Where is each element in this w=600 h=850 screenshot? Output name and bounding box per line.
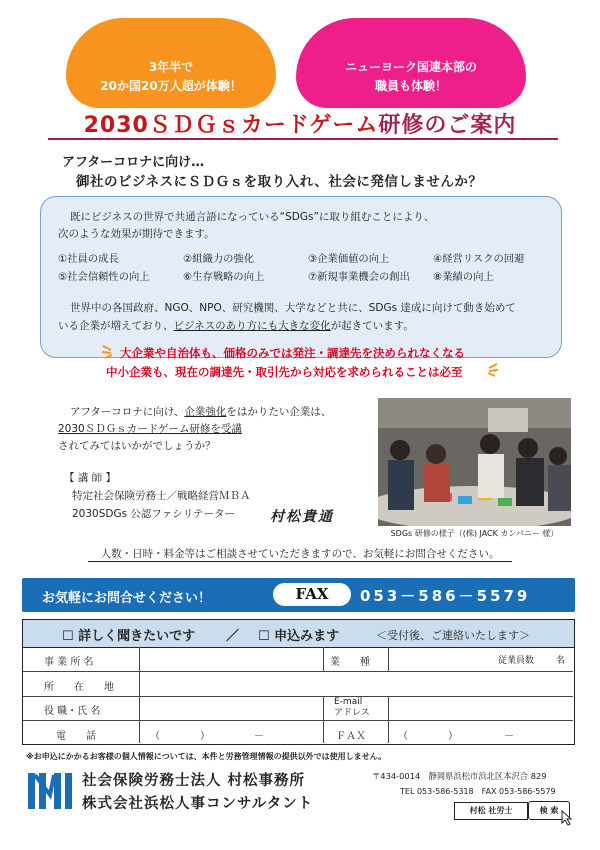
lecturer-title: 特定社会保険労務士／戦略経営ＭＢＡ [72,490,251,502]
email-input[interactable] [392,699,570,717]
label-email [334,697,370,719]
label-employees: 従業員数 [498,656,535,666]
bubble-right-text [296,58,526,96]
form-divider [388,696,389,743]
info-para2-underlined: ビジネスのあり方にも大きな変化 [173,320,331,332]
info-intro2: 次のような効果が期待できます。 [58,228,215,240]
lecturer-facilitator: 2030SDGs 公認ファシリテーター [72,508,235,520]
form-divider [23,696,573,697]
workshop-illustration [378,398,571,526]
effects-row-2 [58,268,558,286]
form-divider [23,671,573,672]
title-part2: 研修のご案内 [378,113,517,138]
address-input[interactable] [142,674,570,692]
proposal-line1-underlined: 企業強化 [184,406,227,418]
consultation-notice: 人数・日時・料金等はご相談させていただきますので、お気軽にお問合せください。 [100,548,500,560]
option-separator: ／ [226,629,240,644]
phone-area-code[interactable]: （ ） [150,731,210,742]
bubble-right-line2: 職員も体験！ [374,79,447,93]
label-name: 役 職・氏 名 [44,706,101,717]
title-part1: 2030ＳＤＧｓカードゲーム [83,113,379,138]
fax-number[interactable]: 053－586－5579 [360,587,531,605]
form-divider [139,647,140,743]
org-name-2: 株式会社浜松人事コンサルタント [82,796,314,812]
proposal-line1 [70,404,331,420]
notice-underline [88,561,512,562]
info-para2 [58,318,414,334]
fax-badge: FAX [273,583,351,606]
effect-item: ⑤社会信頼性の向上 [58,271,150,283]
privacy-note: ※お申込にかかるお客様の個人情報については、本件と労務管理情報の提供以外では使用しません。 [26,752,387,761]
form-note: ＜受付後、ご連絡いたします＞ [376,629,530,642]
form-divider [23,720,573,721]
signature: 村松貴通 [270,509,334,525]
info-para2-b: が起きています。 [330,320,414,332]
emphasis-line1: 大企業や自治体も、価格のみでは発注・調達先を決められなくなる [120,346,465,360]
photo-caption: SDGs 研修の様子（(株) JACK カンパニー 様） [390,529,559,538]
label-address: 所 在 地 [44,682,114,693]
info-para1: 世界中の各国政府、NGO、NPO、研究機関、大学などと共に、SDGs 達成に向けて動き始めて [70,302,516,314]
proposal-line3: されてみてはいかがでしょうか？ [58,440,216,452]
org-name-1: 社会保険労務士法人 村松事務所 [82,773,306,789]
info-para2-a: いる企業が増えており、 [58,320,174,332]
effect-item: ②組織力の強化 [183,253,255,265]
emphasis-spark-icon-right [478,360,500,378]
label-company: 事 業 所 名 [44,657,94,668]
fax-area-code[interactable]: （ ） [398,731,458,742]
label-fax: ＦＡＸ [336,731,366,742]
effect-item: ③企業価値の向上 [308,253,390,265]
effects-row-1 [58,250,558,268]
name-input[interactable] [142,699,320,717]
company-logo [26,769,74,813]
contact-band-text: お気軽にお問合せください！ [42,591,212,606]
search-button[interactable]: 検 索 [528,801,570,820]
lecturer-heading: 【 講 師 】 [64,472,117,484]
proposal-line1-a: アフターコロナに向け、 [70,406,185,418]
phone-dash: － [254,731,264,742]
bubble-left-line1: 3年半で [148,60,194,74]
bubble-left-text [66,58,276,96]
form-divider [388,647,389,671]
effect-item: ⑧業績の向上 [433,271,494,283]
bubble-left-line2: 20か国20万人超が体験！ [100,79,242,93]
title-underline [48,138,558,140]
bubble-right-line1: ニューヨーク国連本部の [344,60,477,74]
search-term-box: 村松 社労士 [454,802,528,820]
option-apply-checkbox[interactable]: ☐ 申込みます [258,629,340,644]
label-industry: 業 種 [330,657,370,668]
effect-item: ⑦新規事業機会の創出 [308,271,410,283]
info-intro1: 既にビジネスの世界で共通言語になっている“SDGs”に取り組むことにより、 [70,211,435,223]
proposal-line2: 2030ＳＤＧｓカードゲーム研修を受講 [58,423,243,435]
subtitle-line1: アフターコロナに向け… [62,155,205,170]
form-divider [323,647,324,671]
form-divider [323,696,324,743]
office-tel-fax: TEL 053-586-5318 FAX 053-586-5579 [400,787,556,796]
proposal-line1-b: をはかりたい企業は、 [226,406,332,418]
company-input[interactable] [142,650,320,668]
logo-mark-icon [26,769,74,813]
effect-item: ①社員の成長 [58,253,119,265]
industry-input[interactable] [392,650,492,668]
subtitle-line2: 御社のビジネスにＳＤＧｓを取り入れ、社会に発信しませんか？ [76,174,483,190]
workshop-photo [378,398,571,526]
cursor-pointer-icon [560,810,574,826]
label-email-line1: E-mail [334,697,363,707]
effect-item: ④経営リスクの回避 [433,253,525,265]
emphasis-spark-icon [100,342,122,360]
label-phone: 電 話 [56,731,96,742]
page-title [0,108,600,139]
office-address: 〒434-0014 静岡県浜松市浜北区本沢合 829 [372,771,547,781]
option-inquire-checkbox[interactable]: ☐ 詳しく聞きたいです [62,629,196,644]
label-email-line2: アドレス [334,708,370,718]
employees-unit: 名 [556,656,566,666]
emphasis-line2: 中小企業も、現在の調達先・取引先から対応を求められることは必至 [106,365,463,379]
effects-list [58,250,558,286]
effect-item: ⑥生存戦略の向上 [183,271,265,283]
fax-dash: － [504,731,514,742]
